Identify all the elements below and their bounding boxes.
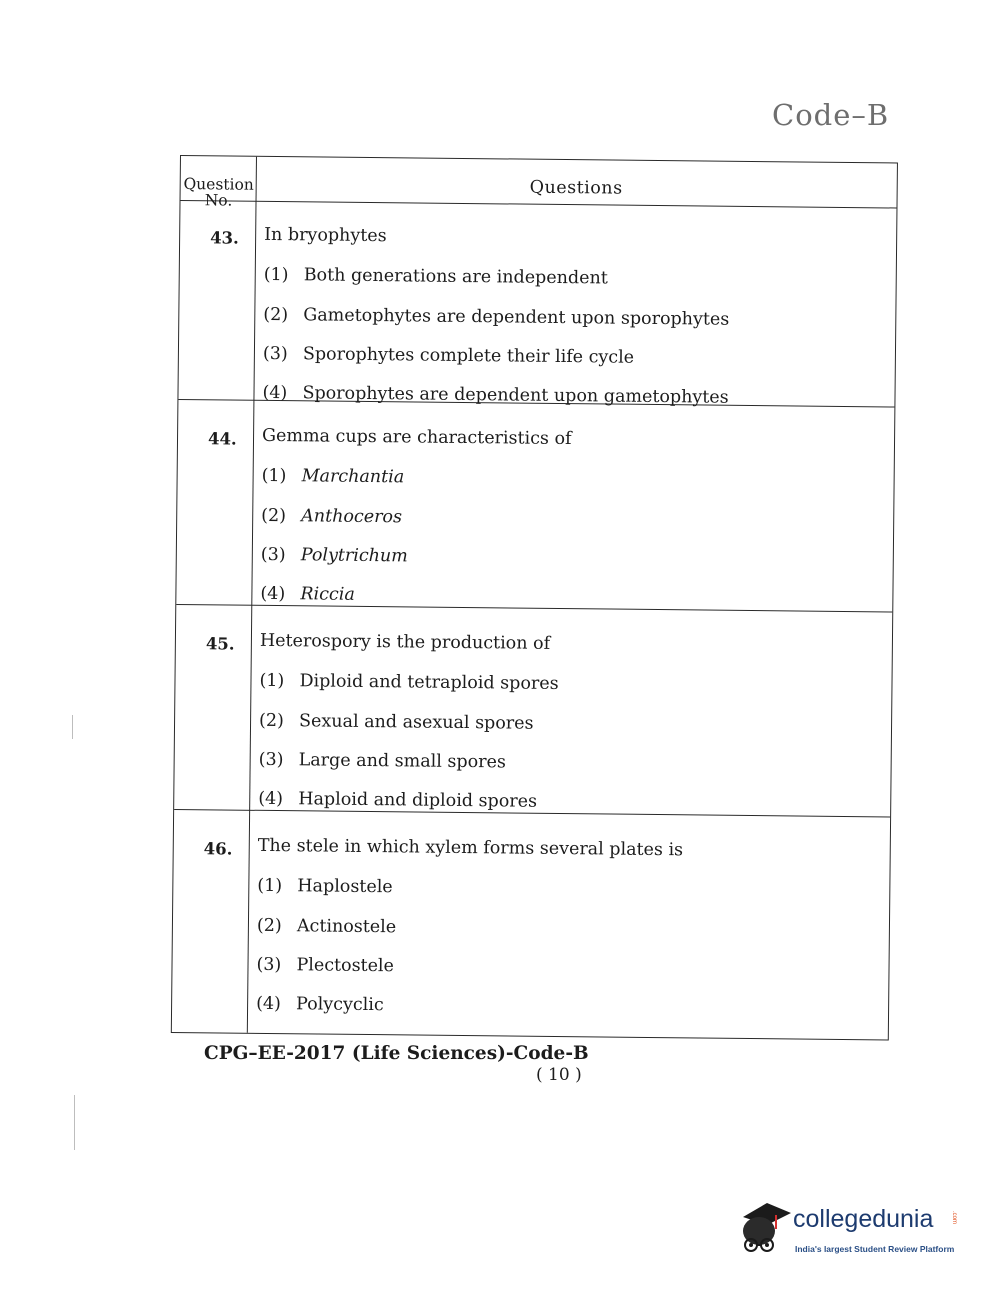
option-text: Plectostele bbox=[296, 955, 395, 977]
option bbox=[260, 584, 355, 605]
question-stem: In bryophytes bbox=[264, 224, 387, 247]
question-row bbox=[172, 811, 890, 1023]
scan-mark bbox=[72, 715, 73, 739]
question-number: 44. bbox=[207, 429, 237, 449]
questions-table bbox=[171, 155, 898, 1040]
option-text: Actinostele bbox=[296, 916, 397, 938]
option bbox=[259, 711, 534, 734]
question-stem: Gemma cups are characteristics of bbox=[261, 425, 572, 450]
option-text: Sexual and asexual spores bbox=[298, 711, 534, 734]
option bbox=[258, 789, 537, 812]
option bbox=[257, 876, 393, 897]
option-number: (2) bbox=[261, 505, 287, 527]
option-text: Riccia bbox=[300, 584, 355, 605]
option bbox=[256, 955, 394, 976]
question-row bbox=[176, 401, 894, 613]
question-row bbox=[178, 200, 896, 412]
option-number: (1) bbox=[261, 465, 287, 487]
option-text: Sporophytes are dependent upon gametophytes bbox=[302, 383, 729, 408]
option-text: Anthoceros bbox=[301, 506, 403, 528]
option bbox=[259, 750, 506, 773]
mascot-icon bbox=[735, 1195, 793, 1257]
option-text: Both generations are independent bbox=[303, 265, 608, 289]
option-text: Polycyclic bbox=[296, 994, 384, 1016]
option bbox=[259, 671, 558, 694]
option-number: (2) bbox=[256, 915, 282, 937]
scan-mark bbox=[74, 1095, 75, 1150]
collegedunia-logo[interactable] bbox=[735, 1195, 965, 1265]
option-text: Haploid and diploid spores bbox=[298, 789, 538, 812]
footer-exam-code: CPG–EE-2017 (Life Sciences)-Code-B bbox=[204, 1043, 589, 1064]
option bbox=[256, 994, 384, 1015]
option-text: Marchantia bbox=[301, 466, 405, 488]
question-stem: Heterospory is the production of bbox=[259, 630, 551, 654]
option bbox=[262, 466, 405, 487]
option-number: (1) bbox=[263, 264, 289, 286]
option bbox=[261, 545, 408, 567]
option-text: Haplostele bbox=[297, 876, 393, 898]
option-number: (4) bbox=[260, 583, 286, 605]
option-text: Diploid and tetraploid spores bbox=[299, 671, 559, 694]
option-text: Large and small spores bbox=[298, 750, 506, 773]
option-number: (3) bbox=[256, 954, 282, 976]
option bbox=[261, 506, 402, 527]
option bbox=[257, 916, 396, 937]
question-number: 45. bbox=[205, 634, 235, 654]
option-text: Gametophytes are dependent upon sporophytes bbox=[303, 305, 730, 330]
option-number: (3) bbox=[260, 544, 286, 566]
question-number: 43. bbox=[210, 228, 239, 248]
question-row bbox=[174, 606, 892, 818]
question-stem: The stele in which xylem forms several plates is bbox=[257, 835, 684, 861]
option-number: (1) bbox=[259, 670, 285, 692]
option-text: Polytrichum bbox=[300, 545, 408, 567]
option-number: (3) bbox=[258, 749, 284, 771]
header-question-word: Question bbox=[183, 175, 254, 194]
questions-header: Questions bbox=[529, 177, 623, 199]
option-text: Sporophytes complete their life cycle bbox=[302, 344, 635, 368]
logo-tagline: India's largest Student Review Platform bbox=[795, 1244, 955, 1254]
logo-suffix: .com bbox=[951, 1211, 957, 1225]
option-number: (3) bbox=[262, 343, 288, 365]
page-number: ( 10 ) bbox=[536, 1065, 582, 1085]
option-number: (2) bbox=[258, 710, 284, 732]
exam-code-label: Code–B bbox=[772, 98, 890, 132]
header-no-word: No. bbox=[204, 191, 233, 210]
option bbox=[263, 344, 634, 368]
option-number: (4) bbox=[262, 382, 288, 404]
option-number: (4) bbox=[258, 788, 284, 810]
option-number: (1) bbox=[257, 875, 283, 897]
option-number: (2) bbox=[263, 304, 289, 326]
option bbox=[263, 305, 729, 330]
question-number: 46. bbox=[203, 839, 233, 859]
logo-wordmark: collegedunia bbox=[793, 1205, 934, 1233]
option bbox=[264, 265, 608, 289]
option-number: (4) bbox=[256, 993, 282, 1015]
